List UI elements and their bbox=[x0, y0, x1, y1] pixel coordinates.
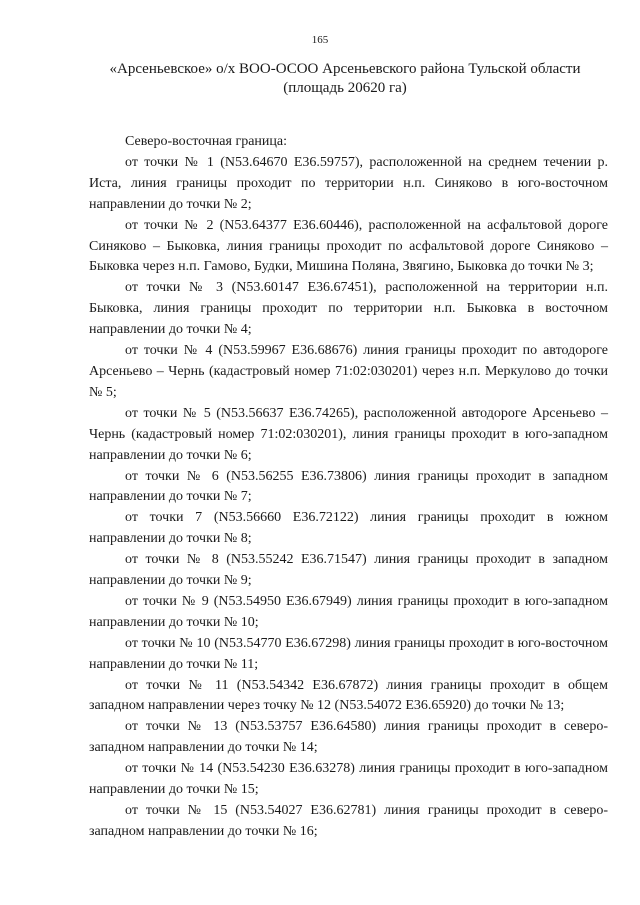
boundary-paragraph: от точки № 6 (N53.56255 E36.73806) линия границы проходит в западном направлении до точки № 7; bbox=[89, 468, 608, 505]
boundary-paragraph: от точки № 8 (N53.55242 E36.71547) линия границы проходит в западном направлении до точки № 9; bbox=[89, 552, 608, 589]
boundary-paragraph: от точки 7 (N53.56660 E36.72122) линия границы проходит в южном направлении до точки № 8; bbox=[89, 510, 608, 547]
document-title bbox=[80, 60, 610, 98]
section-heading: Северо-восточная граница: bbox=[125, 134, 287, 149]
page-number: 165 bbox=[311, 34, 329, 46]
title-line-2: (площадь 20620 га) bbox=[283, 80, 407, 96]
boundary-paragraph: от точки № 13 (N53.53757 E36.64580) линия границы проходит в северо-западном направлении до точки № 14; bbox=[89, 719, 608, 756]
boundary-paragraph: от точки № 11 (N53.54342 E36.67872) линия границы проходит в общем западном направлении через точку № 12 (N53.54072 E36.65920) до точки № 13; bbox=[89, 677, 608, 714]
boundary-paragraph: от точки № 15 (N53.54027 E36.62781) линия границы проходит в северо-западном направлении до точки № 16; bbox=[89, 803, 608, 839]
boundary-paragraph: от точки № 5 (N53.56637 E36.74265), расположенной автодороге Арсеньево – Чернь (кадастровый номер 71:02:030201), линия границы проходит в юго-западном направлении до точки № 6; bbox=[89, 405, 608, 463]
boundary-paragraph: от точки № 1 (N53.64670 E36.59757), расположенной на среднем течении р. Иста, линия границы проходит по территории н.п. Синяково в юго-восточном направлении до точки № 2; bbox=[89, 154, 608, 212]
document-body bbox=[89, 132, 608, 843]
boundary-paragraph: от точки № 2 (N53.64377 E36.60446), расположенной на асфальтовой дороге Синяково – Быковка, линия границы проходит по асфальтовой дороге Синяково – Быковка через н.п. Гамово, Будки, Мишина Поляна, Звягино, Быковка до точки № 3; bbox=[89, 217, 608, 275]
boundary-paragraph: от точки № 3 (N53.60147 E36.67451), расположенной на территории н.п. Быковка, линия границы проходит по территории н.п. Быковка в восточном направлении до точки № 4; bbox=[89, 280, 608, 338]
boundary-paragraph: от точки № 10 (N53.54770 E36.67298) линия границы проходит в юго-восточном направлении до точки № 11; bbox=[89, 635, 608, 672]
boundary-paragraph: от точки № 14 (N53.54230 E36.63278) линия границы проходит в юго-западном направлении до точки № 15; bbox=[89, 761, 608, 798]
boundary-paragraph: от точки № 4 (N53.59967 E36.68676) линия границы проходит по автодороге Арсеньево – Чернь (кадастровый номер 71:02:030201) через н.п. Меркулово до точки № 5; bbox=[89, 343, 608, 400]
boundary-paragraph: от точки № 9 (N53.54950 E36.67949) линия границы проходит в юго-западном направлении до точки № 10; bbox=[89, 593, 608, 630]
title-line-1: «Арсеньевское» о/х ВОО-ОСОО Арсеньевского района Тульской области bbox=[109, 61, 581, 77]
